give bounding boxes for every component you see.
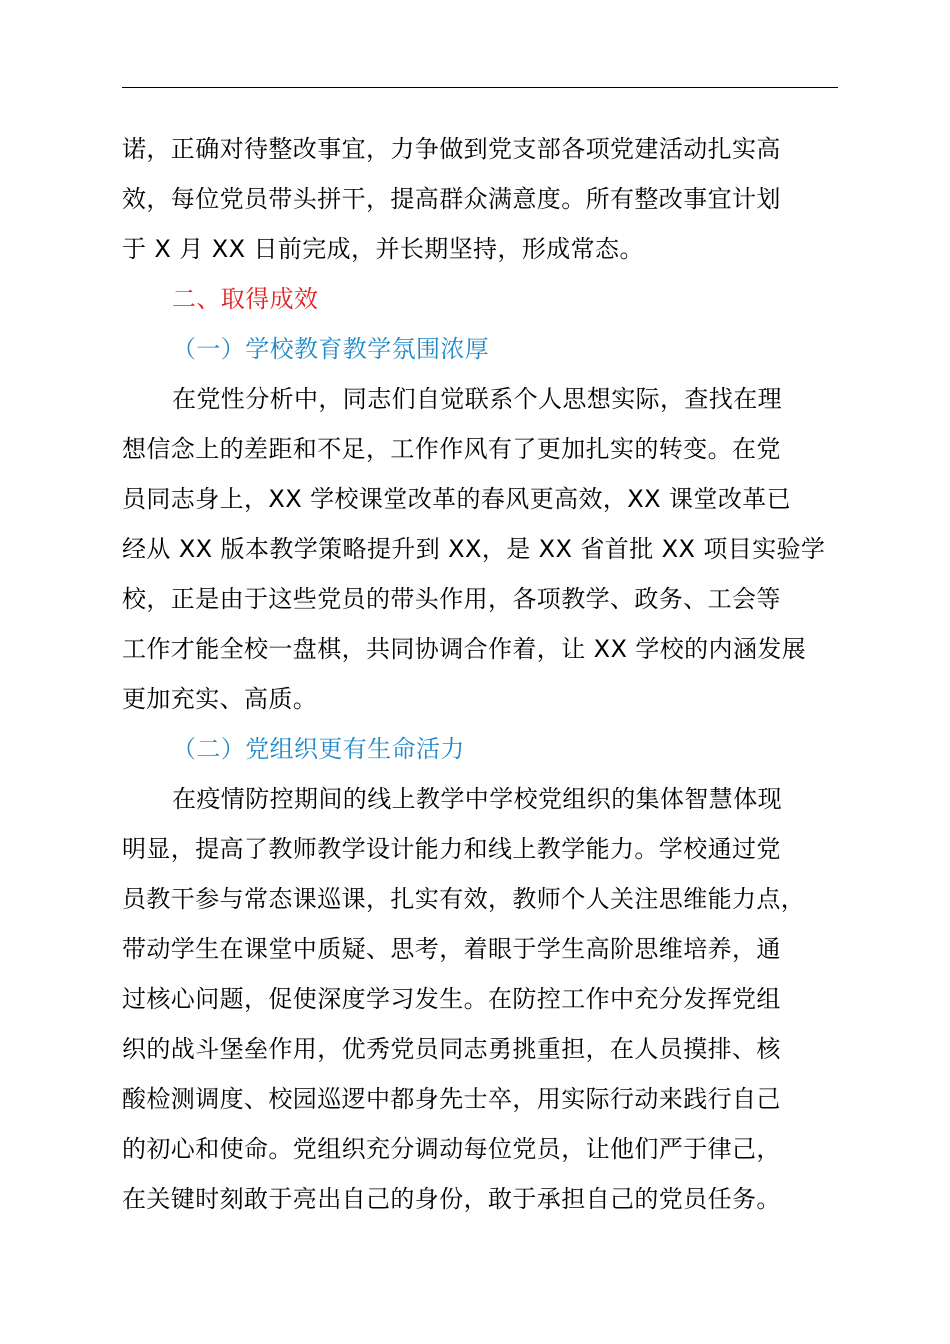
paragraph-line: 工作才能全校一盘棋，共同协调合作着，让 XX 学校的内涵发展 — [122, 635, 807, 663]
paragraph-line: 效，每位党员带头拼干，提高群众满意度。所有整改事宜计划 — [122, 185, 781, 213]
subsection-heading-2: （二）党组织更有生命活力 — [172, 735, 465, 763]
paragraph-line: 在关键时刻敢于亮出自己的身份，敢于承担自己的党员任务。 — [122, 1185, 781, 1213]
paragraph-line: 经从 XX 版本教学策略提升到 XX，是 XX 省首批 XX 项目实验学 — [122, 535, 826, 563]
section-heading: 二、取得成效 — [172, 285, 319, 313]
paragraph-line: 带动学生在课堂中质疑、思考，着眼于学生高阶思维培养，通 — [122, 935, 781, 963]
header-divider — [122, 87, 838, 88]
paragraph-line: 员教干参与常态课巡课，扎实有效，教师个人关注思维能力点， — [122, 885, 806, 913]
paragraph-line: 于 X 月 XX 日前完成，并长期坚持，形成常态。 — [122, 235, 644, 263]
paragraph-line: 在疫情防控期间的线上教学中学校党组织的集体智慧体现 — [172, 785, 782, 813]
paragraph-line: 明显，提高了教师教学设计能力和线上教学能力。学校通过党 — [122, 835, 781, 863]
paragraph-line: 员同志身上，XX 学校课堂改革的春风更高效，XX 课堂改革已 — [122, 485, 792, 513]
paragraph-line: 校，正是由于这些党员的带头作用，各项教学、政务、工会等 — [122, 585, 781, 613]
paragraph-line: 织的战斗堡垒作用，优秀党员同志勇挑重担，在人员摸排、核 — [122, 1035, 781, 1063]
paragraph-line: 在党性分析中，同志们自觉联系个人思想实际，查找在理 — [172, 385, 782, 413]
paragraph-line: 诺，正确对待整改事宜，力争做到党支部各项党建活动扎实高 — [122, 135, 781, 163]
paragraph-line: 过核心问题，促使深度学习发生。在防控工作中充分发挥党组 — [122, 985, 781, 1013]
paragraph-line: 酸检测调度、校园巡逻中都身先士卒，用实际行动来践行自己 — [122, 1085, 781, 1113]
paragraph-line: 更加充实、高质。 — [122, 685, 318, 713]
paragraph-line: 的初心和使命。党组织充分调动每位党员，让他们严于律己， — [122, 1135, 781, 1163]
document-body — [122, 124, 838, 1224]
paragraph-line: 想信念上的差距和不足，工作作风有了更加扎实的转变。在党 — [122, 435, 781, 463]
subsection-heading-1: （一）学校教育教学氛围浓厚 — [172, 335, 490, 363]
